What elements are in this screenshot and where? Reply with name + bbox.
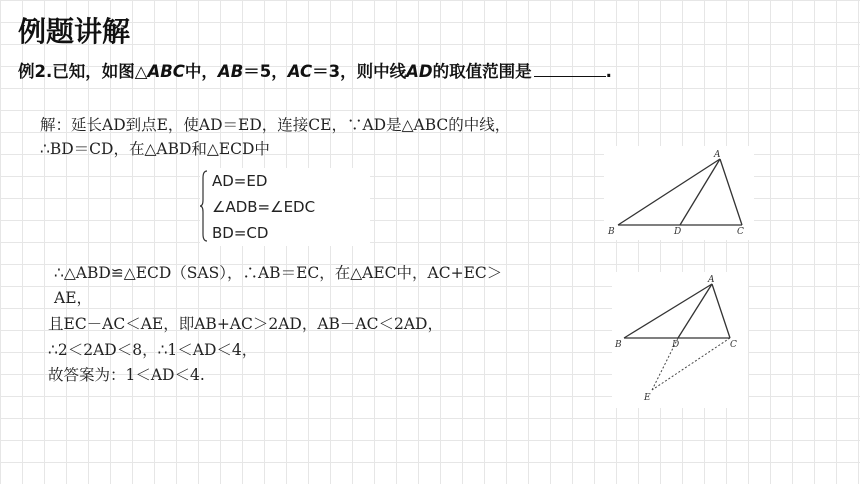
system-eq-1: AD=ED <box>212 172 268 190</box>
system-eq-2: ∠ADB=∠EDC <box>212 198 316 216</box>
problem-end: . <box>605 62 612 81</box>
problem-text-3: ＝5， <box>243 62 288 81</box>
solution-line-1: 解：延长AD到点E，使AD＝ED，连接CE，∵AD是△ABC的中线， <box>40 116 511 134</box>
answer-blank <box>534 62 606 77</box>
solution-line-5: 且EC－AC＜AE，即AB+AC＞2AD，AB－AC＜2AD， <box>48 315 443 333</box>
problem-statement <box>18 58 612 82</box>
fig1-label-c: C <box>737 227 744 237</box>
problem-text-4: ＝3，则中线 <box>312 62 407 81</box>
fig1-label-a: A <box>714 150 721 160</box>
triangle-figure-2 <box>612 272 748 408</box>
problem-text-5: 的取值范围是 <box>432 62 532 81</box>
fig1-label-b: B <box>608 227 615 237</box>
problem-text-2: 中， <box>184 62 218 81</box>
problem-text-1: 例2.已知，如图△ <box>18 62 148 81</box>
solution-line-7: 故答案为：1＜AD＜4. <box>48 366 205 384</box>
problem-abc: ABC <box>147 62 185 81</box>
problem-ac: AC <box>287 62 313 81</box>
triangle-figure-1 <box>604 146 754 240</box>
system-eq-3: BD=CD <box>212 224 269 242</box>
fig2-label-c: C <box>730 340 737 350</box>
solution-line-6: ∴2＜2AD＜8，∴1＜AD＜4， <box>48 341 258 359</box>
brace-icon <box>200 170 208 242</box>
solution-line-4: AE， <box>54 289 93 307</box>
fig2-label-e: E <box>644 393 651 403</box>
fig2-label-d: D <box>672 340 680 350</box>
congruence-system <box>200 168 370 246</box>
solution-line-3: ∴△ABD≌△ECD（SAS），∴AB＝EC，在△AEC中，AC+EC＞ <box>54 264 503 282</box>
solution-line-2: ∴BD＝CD，在△ABD和△ECD中 <box>40 140 270 158</box>
slide-title: 例题讲解 <box>18 15 131 48</box>
problem-ab: AB <box>217 62 244 81</box>
problem-ad: AD <box>406 62 433 81</box>
fig2-label-b: B <box>615 340 622 350</box>
fig2-label-a: A <box>708 275 715 285</box>
fig1-label-d: D <box>674 227 682 237</box>
